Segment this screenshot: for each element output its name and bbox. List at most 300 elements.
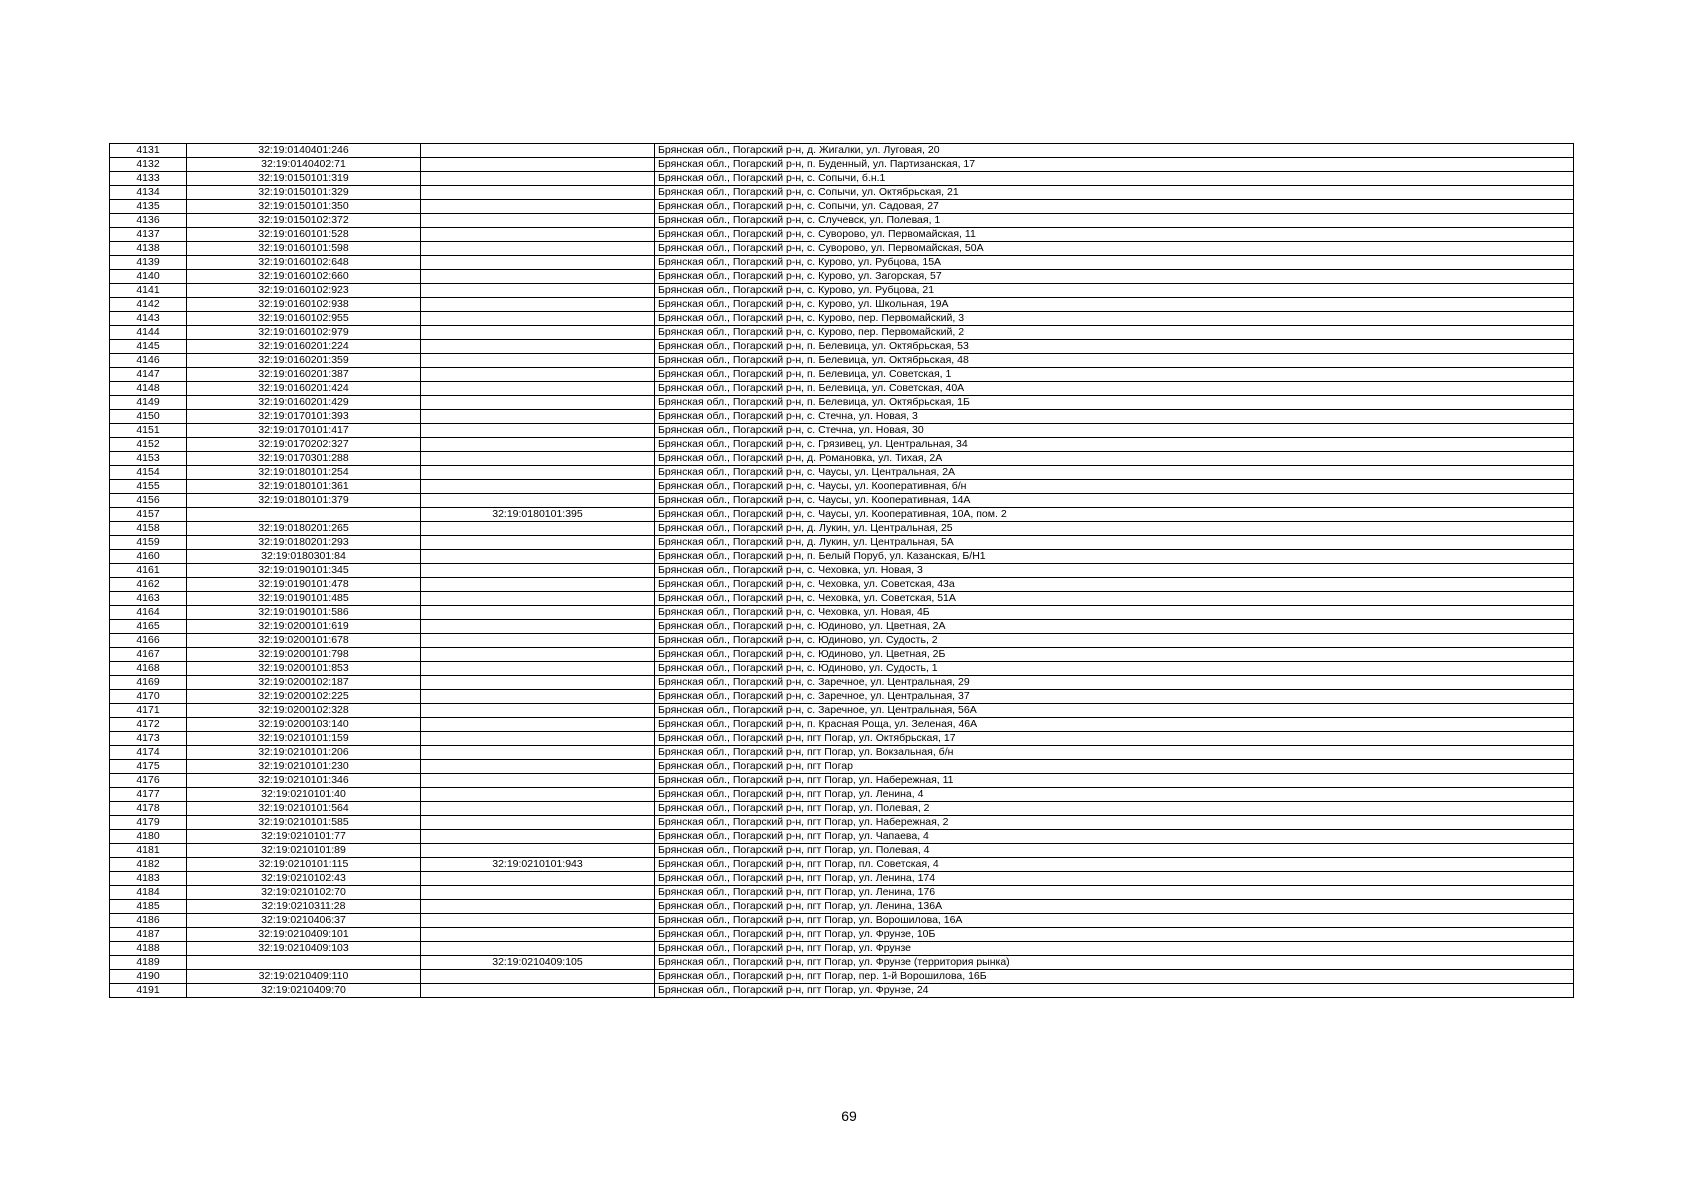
row-number-cell: 4165 <box>110 620 187 634</box>
address-cell: Брянская обл., Погарский р-н, д. Лукин, ул. Центральная, 25 <box>655 522 1574 536</box>
cadastral-number-cell: 32:19:0160102:648 <box>187 256 421 270</box>
related-cadastral-number-cell <box>421 536 655 550</box>
row-number-cell: 4163 <box>110 592 187 606</box>
related-cadastral-number-cell <box>421 648 655 662</box>
row-number-cell: 4139 <box>110 256 187 270</box>
table-row <box>110 746 1574 760</box>
row-number-cell: 4157 <box>110 508 187 522</box>
table-row <box>110 900 1574 914</box>
cadastral-number-cell: 32:19:0170101:417 <box>187 424 421 438</box>
row-number-cell: 4143 <box>110 312 187 326</box>
related-cadastral-number-cell <box>421 186 655 200</box>
cadastral-number-cell: 32:19:0210406:37 <box>187 914 421 928</box>
address-cell: Брянская обл., Погарский р-н, пгт Погар, ул. Полевая, 2 <box>655 802 1574 816</box>
table-row <box>110 690 1574 704</box>
address-cell: Брянская обл., Погарский р-н, пгт Погар, ул. Фрунзе (территория рынка) <box>655 956 1574 970</box>
row-number-cell: 4138 <box>110 242 187 256</box>
cadastral-number-cell: 32:19:0150102:372 <box>187 214 421 228</box>
table-row <box>110 760 1574 774</box>
related-cadastral-number-cell <box>421 578 655 592</box>
address-cell: Брянская обл., Погарский р-н, с. Случевск, ул. Полевая, 1 <box>655 214 1574 228</box>
address-cell: Брянская обл., Погарский р-н, с. Чаусы, ул. Кооперативная, б/н <box>655 480 1574 494</box>
cadastral-number-cell: 32:19:0210409:101 <box>187 928 421 942</box>
table-row <box>110 200 1574 214</box>
related-cadastral-number-cell <box>421 760 655 774</box>
related-cadastral-number-cell <box>421 354 655 368</box>
address-cell: Брянская обл., Погарский р-н, п. Буденный, ул. Партизанская, 17 <box>655 158 1574 172</box>
table-row <box>110 802 1574 816</box>
table-row <box>110 732 1574 746</box>
table-row <box>110 494 1574 508</box>
row-number-cell: 4148 <box>110 382 187 396</box>
table-row <box>110 718 1574 732</box>
cadastral-number-cell: 32:19:0200102:187 <box>187 676 421 690</box>
related-cadastral-number-cell <box>421 200 655 214</box>
property-table-body <box>110 144 1574 998</box>
cadastral-number-cell: 32:19:0160201:359 <box>187 354 421 368</box>
address-cell: Брянская обл., Погарский р-н, с. Чеховка, ул. Советская, 43а <box>655 578 1574 592</box>
cadastral-number-cell <box>187 508 421 522</box>
row-number-cell: 4147 <box>110 368 187 382</box>
cadastral-number-cell: 32:19:0190101:586 <box>187 606 421 620</box>
related-cadastral-number-cell <box>421 928 655 942</box>
cadastral-number-cell: 32:19:0200101:853 <box>187 662 421 676</box>
table-row <box>110 172 1574 186</box>
table-row <box>110 858 1574 872</box>
address-cell: Брянская обл., Погарский р-н, пгт Погар, ул. Фрунзе, 10Б <box>655 928 1574 942</box>
table-row <box>110 816 1574 830</box>
address-cell: Брянская обл., Погарский р-н, пгт Погар, пл. Советская, 4 <box>655 858 1574 872</box>
address-cell: Брянская обл., Погарский р-н, с. Курово, ул. Загорская, 57 <box>655 270 1574 284</box>
row-number-cell: 4142 <box>110 298 187 312</box>
address-cell: Брянская обл., Погарский р-н, с. Заречное, ул. Центральная, 56А <box>655 704 1574 718</box>
cadastral-number-cell: 32:19:0200101:798 <box>187 648 421 662</box>
related-cadastral-number-cell <box>421 606 655 620</box>
cadastral-number-cell: 32:19:0190101:478 <box>187 578 421 592</box>
row-number-cell: 4167 <box>110 648 187 662</box>
table-row <box>110 788 1574 802</box>
row-number-cell: 4188 <box>110 942 187 956</box>
cadastral-number-cell: 32:19:0150101:329 <box>187 186 421 200</box>
table-row <box>110 620 1574 634</box>
related-cadastral-number-cell <box>421 368 655 382</box>
related-cadastral-number-cell <box>421 914 655 928</box>
table-row <box>110 634 1574 648</box>
table-row <box>110 228 1574 242</box>
related-cadastral-number-cell <box>421 270 655 284</box>
cadastral-number-cell: 32:19:0210101:564 <box>187 802 421 816</box>
related-cadastral-number-cell <box>421 228 655 242</box>
row-number-cell: 4141 <box>110 284 187 298</box>
table-row <box>110 886 1574 900</box>
table-row <box>110 984 1574 998</box>
cadastral-number-cell: 32:19:0170301:288 <box>187 452 421 466</box>
related-cadastral-number-cell <box>421 312 655 326</box>
address-cell: Брянская обл., Погарский р-н, с. Суворово, ул. Первомайская, 11 <box>655 228 1574 242</box>
address-cell: Брянская обл., Погарский р-н, с. Юдиново, ул. Судость, 2 <box>655 634 1574 648</box>
related-cadastral-number-cell <box>421 256 655 270</box>
row-number-cell: 4149 <box>110 396 187 410</box>
cadastral-number-cell: 32:19:0160101:528 <box>187 228 421 242</box>
row-number-cell: 4186 <box>110 914 187 928</box>
row-number-cell: 4133 <box>110 172 187 186</box>
cadastral-number-cell: 32:19:0160101:598 <box>187 242 421 256</box>
table-row <box>110 242 1574 256</box>
row-number-cell: 4191 <box>110 984 187 998</box>
table-row <box>110 774 1574 788</box>
related-cadastral-number-cell <box>421 438 655 452</box>
address-cell: Брянская обл., Погарский р-н, пгт Погар, ул. Ленина, 176 <box>655 886 1574 900</box>
cadastral-number-cell: 32:19:0170101:393 <box>187 410 421 424</box>
cadastral-number-cell: 32:19:0200102:328 <box>187 704 421 718</box>
address-cell: Брянская обл., Погарский р-н, с. Сопычи, ул. Октябрьская, 21 <box>655 186 1574 200</box>
address-cell: Брянская обл., Погарский р-н, пгт Погар, ул. Ворошилова, 16А <box>655 914 1574 928</box>
row-number-cell: 4155 <box>110 480 187 494</box>
table-row <box>110 662 1574 676</box>
cadastral-number-cell: 32:19:0180201:265 <box>187 522 421 536</box>
table-row <box>110 676 1574 690</box>
row-number-cell: 4140 <box>110 270 187 284</box>
table-row <box>110 438 1574 452</box>
address-cell: Брянская обл., Погарский р-н, с. Сопычи, ул. Садовая, 27 <box>655 200 1574 214</box>
table-row <box>110 872 1574 886</box>
related-cadastral-number-cell <box>421 396 655 410</box>
related-cadastral-number-cell <box>421 480 655 494</box>
address-cell: Брянская обл., Погарский р-н, с. Стечна, ул. Новая, 30 <box>655 424 1574 438</box>
address-cell: Брянская обл., Погарский р-н, п. Белевица, ул. Октябрьская, 1Б <box>655 396 1574 410</box>
row-number-cell: 4172 <box>110 718 187 732</box>
address-cell: Брянская обл., Погарский р-н, пгт Погар, ул. Ленина, 4 <box>655 788 1574 802</box>
cadastral-number-cell: 32:19:0140402:71 <box>187 158 421 172</box>
address-cell: Брянская обл., Погарский р-н, с. Чеховка, ул. Советская, 51А <box>655 592 1574 606</box>
cadastral-number-cell: 32:19:0150101:319 <box>187 172 421 186</box>
cadastral-number-cell: 32:19:0200101:678 <box>187 634 421 648</box>
address-cell: Брянская обл., Погарский р-н, п. Белевица, ул. Советская, 1 <box>655 368 1574 382</box>
table-row <box>110 214 1574 228</box>
row-number-cell: 4164 <box>110 606 187 620</box>
address-cell: Брянская обл., Погарский р-н, пгт Погар, ул. Чапаева, 4 <box>655 830 1574 844</box>
row-number-cell: 4145 <box>110 340 187 354</box>
row-number-cell: 4178 <box>110 802 187 816</box>
table-row <box>110 942 1574 956</box>
cadastral-number-cell: 32:19:0190101:485 <box>187 592 421 606</box>
row-number-cell: 4189 <box>110 956 187 970</box>
related-cadastral-number-cell: 32:19:0210101:943 <box>421 858 655 872</box>
row-number-cell: 4183 <box>110 872 187 886</box>
cadastral-number-cell: 32:19:0160201:224 <box>187 340 421 354</box>
related-cadastral-number-cell <box>421 900 655 914</box>
related-cadastral-number-cell <box>421 242 655 256</box>
table-row <box>110 970 1574 984</box>
cadastral-number-cell: 32:19:0210409:110 <box>187 970 421 984</box>
related-cadastral-number-cell <box>421 522 655 536</box>
table-row <box>110 368 1574 382</box>
cadastral-number-cell: 32:19:0180301:84 <box>187 550 421 564</box>
address-cell: Брянская обл., Погарский р-н, с. Чаусы, ул. Кооперативная, 10А, пом. 2 <box>655 508 1574 522</box>
row-number-cell: 4154 <box>110 466 187 480</box>
address-cell: Брянская обл., Погарский р-н, пгт Погар, ул. Октябрьская, 17 <box>655 732 1574 746</box>
address-cell: Брянская обл., Погарский р-н, с. Чаусы, ул. Кооперативная, 14А <box>655 494 1574 508</box>
row-number-cell: 4156 <box>110 494 187 508</box>
row-number-cell: 4170 <box>110 690 187 704</box>
row-number-cell: 4168 <box>110 662 187 676</box>
address-cell: Брянская обл., Погарский р-н, с. Заречное, ул. Центральная, 37 <box>655 690 1574 704</box>
row-number-cell: 4152 <box>110 438 187 452</box>
address-cell: Брянская обл., Погарский р-н, пгт Погар, ул. Набережная, 2 <box>655 816 1574 830</box>
address-cell: Брянская обл., Погарский р-н, с. Курово, пер. Первомайский, 2 <box>655 326 1574 340</box>
row-number-cell: 4176 <box>110 774 187 788</box>
related-cadastral-number-cell <box>421 942 655 956</box>
address-cell: Брянская обл., Погарский р-н, п. Белевица, ул. Советская, 40А <box>655 382 1574 396</box>
row-number-cell: 4169 <box>110 676 187 690</box>
table-row <box>110 298 1574 312</box>
cadastral-number-cell: 32:19:0160102:955 <box>187 312 421 326</box>
address-cell: Брянская обл., Погарский р-н, пгт Погар, пер. 1-й Ворошилова, 16Б <box>655 970 1574 984</box>
cadastral-number-cell: 32:19:0160102:660 <box>187 270 421 284</box>
related-cadastral-number-cell: 32:19:0180101:395 <box>421 508 655 522</box>
table-row <box>110 550 1574 564</box>
table-row <box>110 522 1574 536</box>
cadastral-number-cell: 32:19:0180101:361 <box>187 480 421 494</box>
related-cadastral-number-cell <box>421 592 655 606</box>
table-row <box>110 396 1574 410</box>
address-cell: Брянская обл., Погарский р-н, пгт Погар <box>655 760 1574 774</box>
address-cell: Брянская обл., Погарский р-н, пгт Погар, ул. Ленина, 136А <box>655 900 1574 914</box>
related-cadastral-number-cell: 32:19:0210409:105 <box>421 956 655 970</box>
table-row <box>110 270 1574 284</box>
related-cadastral-number-cell <box>421 410 655 424</box>
related-cadastral-number-cell <box>421 690 655 704</box>
cadastral-number-cell: 32:19:0210101:159 <box>187 732 421 746</box>
related-cadastral-number-cell <box>421 494 655 508</box>
cadastral-number-cell: 32:19:0210101:77 <box>187 830 421 844</box>
table-row <box>110 914 1574 928</box>
cadastral-number-cell: 32:19:0200102:225 <box>187 690 421 704</box>
table-row <box>110 382 1574 396</box>
cadastral-number-cell: 32:19:0150101:350 <box>187 200 421 214</box>
related-cadastral-number-cell <box>421 634 655 648</box>
row-number-cell: 4146 <box>110 354 187 368</box>
row-number-cell: 4150 <box>110 410 187 424</box>
table-row <box>110 956 1574 970</box>
row-number-cell: 4135 <box>110 200 187 214</box>
table-row <box>110 564 1574 578</box>
row-number-cell: 4187 <box>110 928 187 942</box>
address-cell: Брянская обл., Погарский р-н, с. Чеховка, ул. Новая, 3 <box>655 564 1574 578</box>
cadastral-number-cell: 32:19:0160201:424 <box>187 382 421 396</box>
row-number-cell: 4177 <box>110 788 187 802</box>
address-cell: Брянская обл., Погарский р-н, пгт Погар, ул. Ленина, 174 <box>655 872 1574 886</box>
address-cell: Брянская обл., Погарский р-н, с. Курово, ул. Школьная, 19А <box>655 298 1574 312</box>
cadastral-number-cell: 32:19:0200101:619 <box>187 620 421 634</box>
address-cell: Брянская обл., Погарский р-н, с. Юдиново, ул. Цветная, 2Б <box>655 648 1574 662</box>
related-cadastral-number-cell <box>421 340 655 354</box>
table-row <box>110 578 1574 592</box>
page-number: 69 <box>841 1108 857 1124</box>
address-cell: Брянская обл., Погарский р-н, с. Грязивец, ул. Центральная, 34 <box>655 438 1574 452</box>
address-cell: Брянская обл., Погарский р-н, пгт Погар, ул. Фрунзе, 24 <box>655 984 1574 998</box>
row-number-cell: 4161 <box>110 564 187 578</box>
cadastral-number-cell <box>187 956 421 970</box>
table-row <box>110 592 1574 606</box>
table-row <box>110 466 1574 480</box>
related-cadastral-number-cell <box>421 382 655 396</box>
cadastral-number-cell: 32:19:0160102:938 <box>187 298 421 312</box>
address-cell: Брянская обл., Погарский р-н, с. Курово, пер. Первомайский, 3 <box>655 312 1574 326</box>
address-cell: Брянская обл., Погарский р-н, д. Романовка, ул. Тихая, 2А <box>655 452 1574 466</box>
row-number-cell: 4159 <box>110 536 187 550</box>
cadastral-number-cell: 32:19:0210311:28 <box>187 900 421 914</box>
related-cadastral-number-cell <box>421 984 655 998</box>
row-number-cell: 4153 <box>110 452 187 466</box>
related-cadastral-number-cell <box>421 774 655 788</box>
row-number-cell: 4173 <box>110 732 187 746</box>
table-row <box>110 424 1574 438</box>
address-cell: Брянская обл., Погарский р-н, пгт Погар, ул. Набережная, 11 <box>655 774 1574 788</box>
row-number-cell: 4132 <box>110 158 187 172</box>
cadastral-number-cell: 32:19:0140401:246 <box>187 144 421 158</box>
row-number-cell: 4162 <box>110 578 187 592</box>
cadastral-number-cell: 32:19:0160201:429 <box>187 396 421 410</box>
table-row <box>110 704 1574 718</box>
cadastral-number-cell: 32:19:0160102:923 <box>187 284 421 298</box>
table-row <box>110 830 1574 844</box>
row-number-cell: 4175 <box>110 760 187 774</box>
related-cadastral-number-cell <box>421 704 655 718</box>
row-number-cell: 4174 <box>110 746 187 760</box>
row-number-cell: 4151 <box>110 424 187 438</box>
table-row <box>110 256 1574 270</box>
table-row <box>110 844 1574 858</box>
cadastral-number-cell: 32:19:0210101:230 <box>187 760 421 774</box>
address-cell: Брянская обл., Погарский р-н, с. Чеховка, ул. Новая, 4Б <box>655 606 1574 620</box>
related-cadastral-number-cell <box>421 424 655 438</box>
row-number-cell: 4137 <box>110 228 187 242</box>
related-cadastral-number-cell <box>421 676 655 690</box>
table-row <box>110 508 1574 522</box>
related-cadastral-number-cell <box>421 872 655 886</box>
table-row <box>110 648 1574 662</box>
address-cell: Брянская обл., Погарский р-н, с. Суворово, ул. Первомайская, 50А <box>655 242 1574 256</box>
address-cell: Брянская обл., Погарский р-н, с. Юдиново, ул. Цветная, 2А <box>655 620 1574 634</box>
cadastral-number-cell: 32:19:0210101:346 <box>187 774 421 788</box>
cadastral-number-cell: 32:19:0210101:585 <box>187 816 421 830</box>
address-cell: Брянская обл., Погарский р-н, с. Курово, ул. Рубцова, 15А <box>655 256 1574 270</box>
property-table <box>109 143 1574 998</box>
row-number-cell: 4184 <box>110 886 187 900</box>
cadastral-number-cell: 32:19:0180201:293 <box>187 536 421 550</box>
table-row <box>110 480 1574 494</box>
row-number-cell: 4180 <box>110 830 187 844</box>
address-cell: Брянская обл., Погарский р-н, пгт Погар, ул. Вокзальная, б/н <box>655 746 1574 760</box>
related-cadastral-number-cell <box>421 662 655 676</box>
row-number-cell: 4181 <box>110 844 187 858</box>
address-cell: Брянская обл., Погарский р-н, с. Курово, ул. Рубцова, 21 <box>655 284 1574 298</box>
table-row <box>110 326 1574 340</box>
row-number-cell: 4158 <box>110 522 187 536</box>
row-number-cell: 4166 <box>110 634 187 648</box>
address-cell: Брянская обл., Погарский р-н, п. Красная Роща, ул. Зеленая, 46А <box>655 718 1574 732</box>
cadastral-number-cell: 32:19:0210101:206 <box>187 746 421 760</box>
cadastral-number-cell: 32:19:0210102:43 <box>187 872 421 886</box>
address-cell: Брянская обл., Погарский р-н, п. Белевица, ул. Октябрьская, 48 <box>655 354 1574 368</box>
address-cell: Брянская обл., Погарский р-н, п. Белый Поруб, ул. Казанская, Б/Н1 <box>655 550 1574 564</box>
address-cell: Брянская обл., Погарский р-н, с. Сопычи, б.н.1 <box>655 172 1574 186</box>
table-row <box>110 158 1574 172</box>
cadastral-number-cell: 32:19:0210101:115 <box>187 858 421 872</box>
related-cadastral-number-cell <box>421 158 655 172</box>
row-number-cell: 4182 <box>110 858 187 872</box>
related-cadastral-number-cell <box>421 970 655 984</box>
address-cell: Брянская обл., Погарский р-н, п. Белевица, ул. Октябрьская, 53 <box>655 340 1574 354</box>
related-cadastral-number-cell <box>421 802 655 816</box>
related-cadastral-number-cell <box>421 788 655 802</box>
address-cell: Брянская обл., Погарский р-н, д. Жигалки, ул. Луговая, 20 <box>655 144 1574 158</box>
related-cadastral-number-cell <box>421 466 655 480</box>
row-number-cell: 4185 <box>110 900 187 914</box>
row-number-cell: 4136 <box>110 214 187 228</box>
related-cadastral-number-cell <box>421 326 655 340</box>
cadastral-number-cell: 32:19:0210409:103 <box>187 942 421 956</box>
row-number-cell: 4160 <box>110 550 187 564</box>
row-number-cell: 4134 <box>110 186 187 200</box>
related-cadastral-number-cell <box>421 214 655 228</box>
table-row <box>110 354 1574 368</box>
cadastral-number-cell: 32:19:0160102:979 <box>187 326 421 340</box>
table-row <box>110 186 1574 200</box>
table-row <box>110 928 1574 942</box>
row-number-cell: 4171 <box>110 704 187 718</box>
address-cell: Брянская обл., Погарский р-н, с. Стечна, ул. Новая, 3 <box>655 410 1574 424</box>
related-cadastral-number-cell <box>421 886 655 900</box>
cadastral-number-cell: 32:19:0210101:40 <box>187 788 421 802</box>
related-cadastral-number-cell <box>421 172 655 186</box>
table-row <box>110 452 1574 466</box>
cadastral-number-cell: 32:19:0190101:345 <box>187 564 421 578</box>
table-row <box>110 536 1574 550</box>
table-row <box>110 312 1574 326</box>
cadastral-number-cell: 32:19:0160201:387 <box>187 368 421 382</box>
table-row <box>110 410 1574 424</box>
related-cadastral-number-cell <box>421 718 655 732</box>
related-cadastral-number-cell <box>421 620 655 634</box>
related-cadastral-number-cell <box>421 550 655 564</box>
address-cell: Брянская обл., Погарский р-н, пгт Погар, ул. Фрунзе <box>655 942 1574 956</box>
related-cadastral-number-cell <box>421 844 655 858</box>
cadastral-number-cell: 32:19:0210102:70 <box>187 886 421 900</box>
related-cadastral-number-cell <box>421 452 655 466</box>
row-number-cell: 4131 <box>110 144 187 158</box>
table-row <box>110 606 1574 620</box>
cadastral-number-cell: 32:19:0170202:327 <box>187 438 421 452</box>
related-cadastral-number-cell <box>421 816 655 830</box>
related-cadastral-number-cell <box>421 144 655 158</box>
address-cell: Брянская обл., Погарский р-н, с. Заречное, ул. Центральная, 29 <box>655 676 1574 690</box>
related-cadastral-number-cell <box>421 564 655 578</box>
table-row <box>110 340 1574 354</box>
related-cadastral-number-cell <box>421 284 655 298</box>
cadastral-number-cell: 32:19:0210101:89 <box>187 844 421 858</box>
address-cell: Брянская обл., Погарский р-н, пгт Погар, ул. Полевая, 4 <box>655 844 1574 858</box>
table-row <box>110 144 1574 158</box>
related-cadastral-number-cell <box>421 830 655 844</box>
row-number-cell: 4144 <box>110 326 187 340</box>
cadastral-number-cell: 32:19:0200103:140 <box>187 718 421 732</box>
address-cell: Брянская обл., Погарский р-н, с. Чаусы, ул. Центральная, 2А <box>655 466 1574 480</box>
cadastral-number-cell: 32:19:0180101:254 <box>187 466 421 480</box>
address-cell: Брянская обл., Погарский р-н, д. Лукин, ул. Центральная, 5А <box>655 536 1574 550</box>
row-number-cell: 4190 <box>110 970 187 984</box>
